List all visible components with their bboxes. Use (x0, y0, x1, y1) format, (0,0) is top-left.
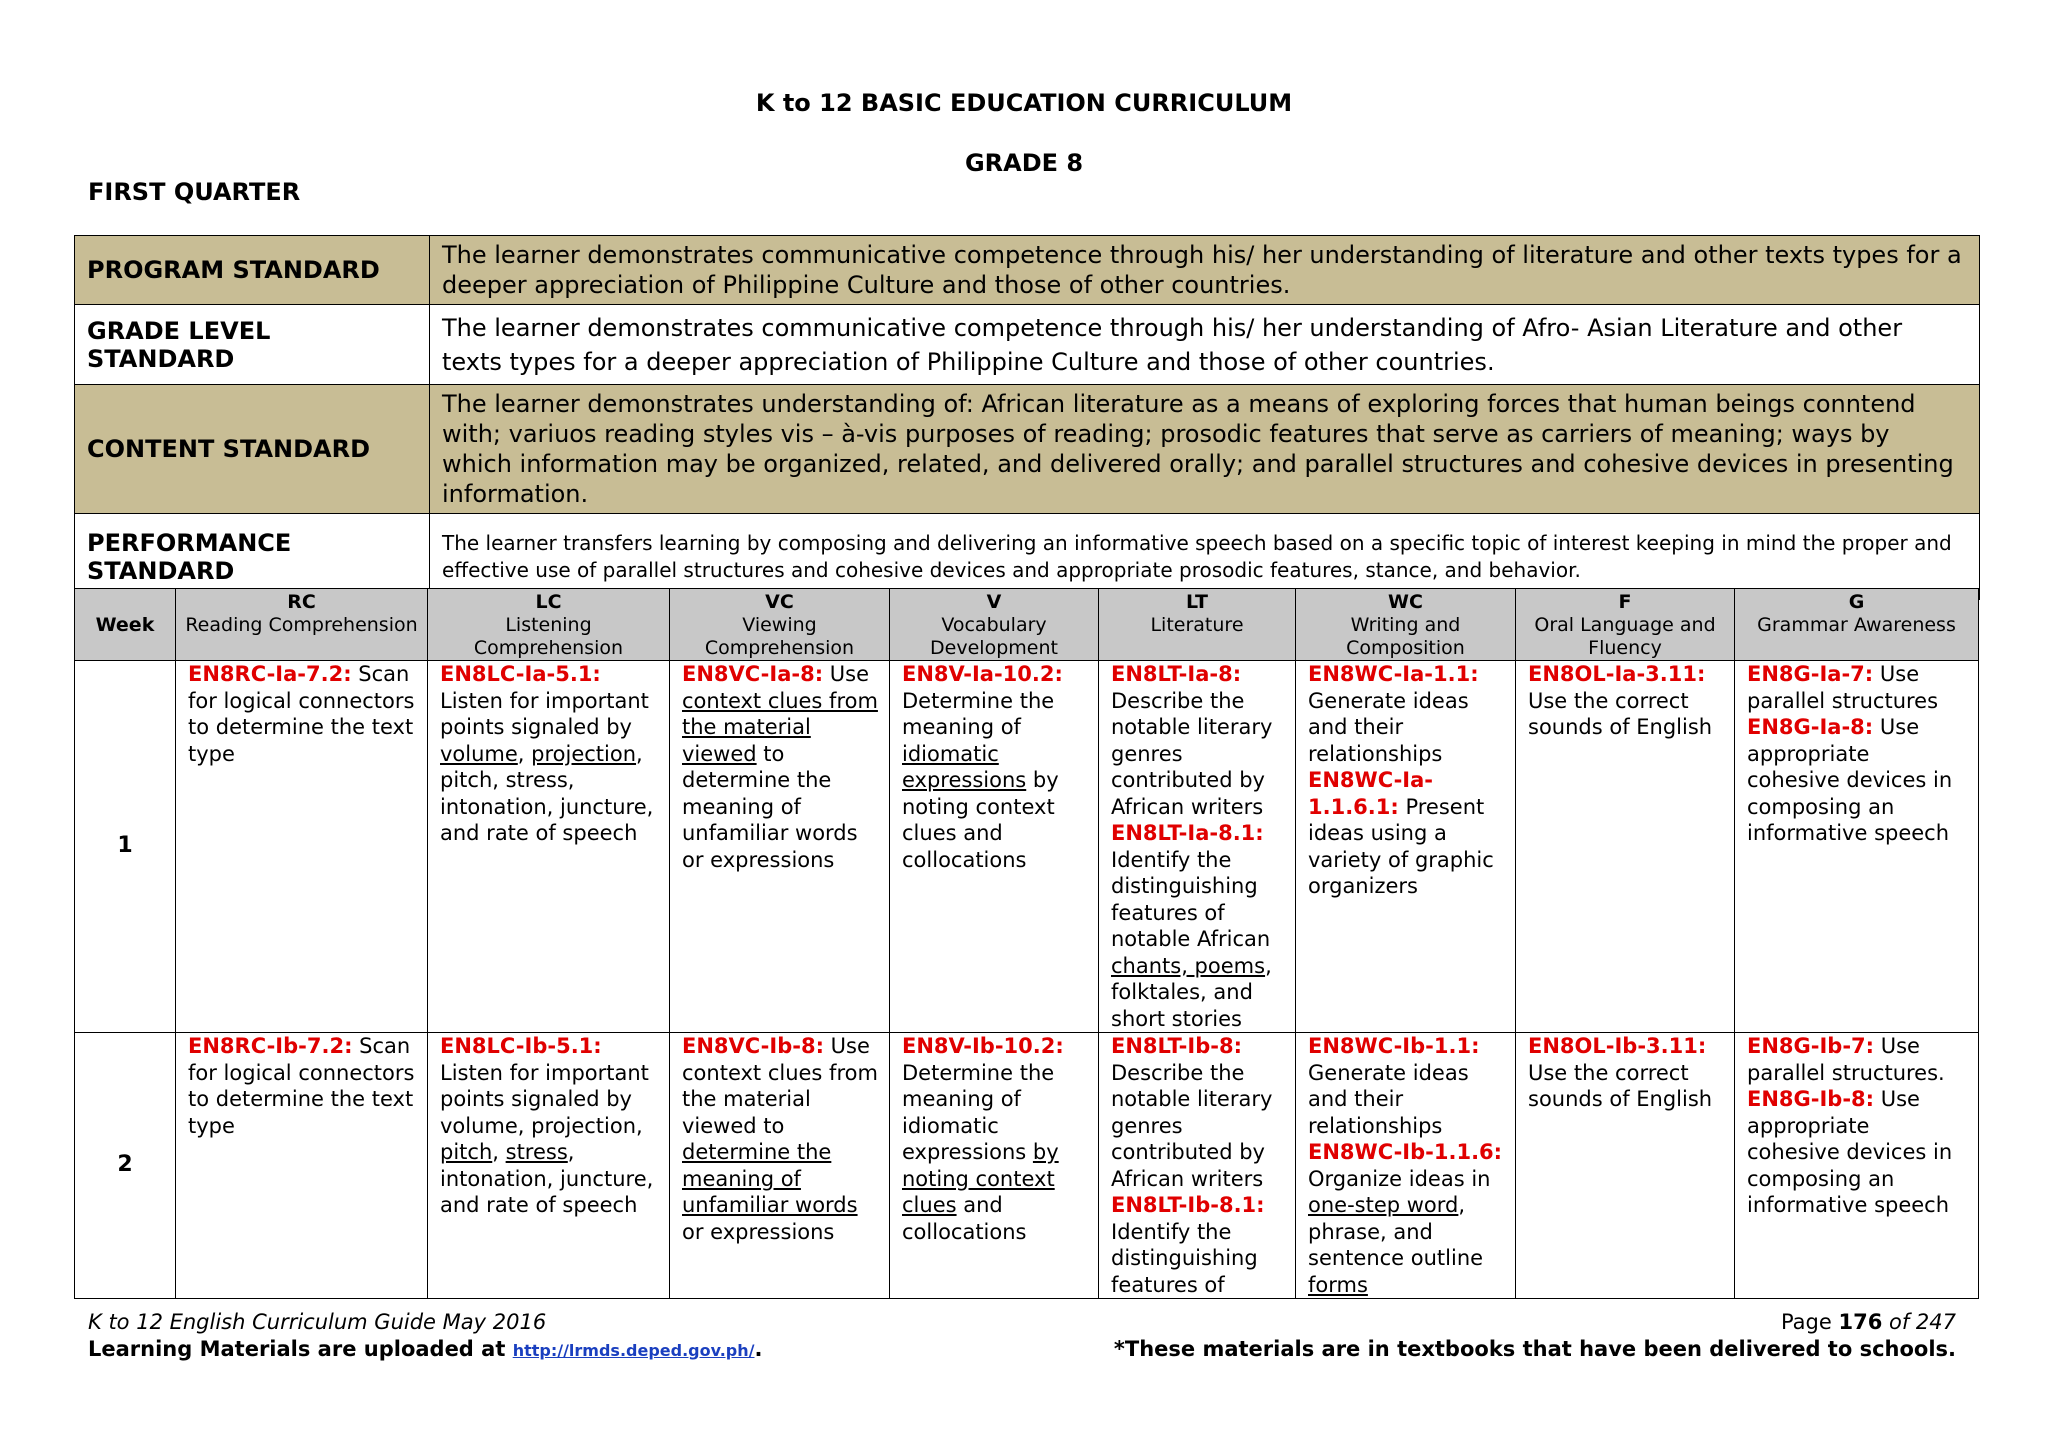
cell-lt (1099, 661, 1296, 1033)
competency-text: Listen for important points signaled by (440, 688, 649, 739)
column-name: Viewing Comprehension (704, 614, 855, 659)
competency-text: , (517, 741, 532, 766)
underlined-term: pitch (440, 1140, 493, 1164)
header-v (890, 589, 1099, 661)
underlined-term: context clues from the material viewed (682, 688, 878, 766)
table-row-week-1 (75, 661, 1979, 1033)
competency-text: Describe the notable literary genres contributed by African writers (1111, 1060, 1273, 1191)
cell-lc (428, 1033, 670, 1299)
column-name: Writing and Composition (1346, 614, 1465, 659)
column-name: Grammar Awareness (1757, 614, 1956, 636)
competency-code: EN8LT-Ib-8.1: (1111, 1193, 1265, 1217)
competency-text: Use appropriate cohesive devices in composing an informative speech (1747, 1087, 1953, 1217)
competency-code: EN8V-Ia-10.2: (902, 662, 1063, 686)
underlined-term: one-step word (1308, 1193, 1459, 1217)
competency-code: EN8OL-Ia-3.11: (1528, 662, 1706, 686)
column-name: Listening Comprehension (473, 614, 624, 659)
header-wc (1296, 589, 1516, 661)
column-code: LT (1186, 591, 1208, 613)
competency-text: Use appropriate cohesive devices in composing an informative speech (1747, 715, 1953, 845)
week-number: 1 (75, 661, 176, 1033)
competency-code: EN8OL-Ib-3.11: (1528, 1034, 1707, 1058)
standard-text: The learner transfers learning by composing and delivering an informative speech based on a specific topic of interest keeping in mind the proper and effective use of parallel structures and cohesive devices and appropriate prosodic features, stance, and behavior. (430, 514, 1980, 600)
cell-vc (670, 1033, 890, 1299)
grade-level-standard-row (75, 305, 1980, 385)
competency-code: EN8WC-Ib-1.1: (1308, 1034, 1480, 1058)
underlined-term: determine the meaning of unfamiliar words (682, 1140, 858, 1217)
competency-text: Use context clues from the material viewed to (682, 1034, 878, 1138)
header-lc (428, 589, 670, 661)
cell-v (890, 1033, 1099, 1299)
lrmds-link[interactable]: http://lrmds.deped.gov.ph/ (512, 1341, 755, 1360)
column-code: WC (1388, 591, 1423, 613)
grade-title: GRADE 8 (964, 149, 1084, 177)
program-standard-row (75, 236, 1980, 305)
underlined-term: forms (1308, 1272, 1368, 1297)
page-total: of 247 (1882, 1310, 1956, 1334)
header-lt (1099, 589, 1296, 661)
cell-rc (176, 1033, 428, 1299)
standard-label: PERFORMANCE STANDARD (75, 514, 430, 600)
competencies-table (74, 588, 1979, 1299)
week-header: Week (75, 589, 176, 661)
competency-text: , intonation, juncture, and rate of speech (440, 1140, 654, 1217)
materials-suffix: . (754, 1337, 763, 1361)
standard-label: GRADE LEVEL STANDARD (75, 305, 430, 385)
cell-g (1735, 1033, 1979, 1299)
competency-text: Generate ideas and their relationships (1308, 1060, 1469, 1138)
competency-text: Organize ideas in (1308, 1166, 1491, 1191)
competency-text: Use parallel structures. (1747, 1034, 1945, 1085)
competency-text: Generate ideas and their relationships (1308, 688, 1469, 766)
header-g (1735, 589, 1979, 661)
competency-code: EN8WC-Ia-1.1: (1308, 662, 1479, 686)
materials-note (88, 1337, 762, 1361)
underlined-term: idiomatic expressions (902, 741, 1027, 792)
column-code: G (1848, 591, 1865, 613)
competency-text: Scan for logical connectors to determine the text type (188, 662, 415, 766)
competency-text: Listen for important points signaled by volume, projection, (440, 1060, 649, 1138)
header-f (1516, 589, 1735, 661)
underlined-term: volume (440, 741, 518, 766)
competency-code: EN8G-Ia-7: (1747, 662, 1874, 686)
competency-code: EN8RC-Ia-7.2: (188, 662, 352, 686)
competency-text: Use (823, 662, 870, 686)
competency-text: , phrase, and sentence outline (1308, 1193, 1484, 1270)
competency-code: EN8LT-Ia-8.1: (1111, 821, 1264, 845)
competency-code: EN8WC-Ia-1.1.6.1: (1308, 768, 1434, 819)
competency-code: EN8G-Ib-7: (1747, 1034, 1875, 1058)
underlined-term: by noting context clues (902, 1140, 1059, 1217)
competency-text: Identify the distinguishing features of (1111, 1219, 1258, 1297)
cell-lc (428, 661, 670, 1033)
underlined-term: stress (505, 1140, 568, 1164)
competency-code: EN8V-Ib-10.2: (902, 1034, 1064, 1058)
week-number: 2 (75, 1033, 176, 1299)
column-name: Oral Language and Fluency (1534, 614, 1716, 659)
competency-text: Use the correct sounds of English (1528, 1060, 1713, 1111)
competency-code: EN8RC-Ib-7.2: (188, 1034, 353, 1058)
table-header-row (75, 589, 1979, 661)
competency-code: EN8G-Ib-8: (1747, 1087, 1875, 1111)
standard-text: The learner demonstrates communicative competence through his/ her understanding of literature and other texts types for a deeper appreciation of Philippine Culture and those of other countries. (430, 236, 1980, 305)
materials-prefix: Learning Materials are uploaded at (88, 1337, 513, 1361)
competency-code: EN8G-Ia-8: (1747, 715, 1874, 739)
standard-label: PROGRAM STANDARD (75, 236, 430, 305)
standards-table (74, 235, 1980, 600)
cell-g (1735, 661, 1979, 1033)
content-standard-row (75, 385, 1980, 514)
competency-text: and collocations (902, 1193, 1027, 1244)
competency-code: EN8VC-Ia-8: (682, 662, 824, 686)
competency-text: , pitch, stress, intonation, juncture, and rate of speech (440, 741, 654, 845)
underlined-term: chants, poems (1111, 953, 1266, 978)
cell-lt (1099, 1033, 1296, 1299)
competency-code: EN8LC-Ia-5.1: (440, 662, 601, 686)
page-current: 176 (1838, 1310, 1883, 1334)
competency-text: Determine the meaning of idiomatic expressions (902, 1060, 1055, 1164)
guide-caption: K to 12 English Curriculum Guide May 2016 (88, 1310, 547, 1334)
header-rc (176, 589, 428, 661)
column-code: V (986, 591, 1002, 613)
cell-rc (176, 661, 428, 1033)
competency-code: EN8LT-Ia-8: (1111, 662, 1242, 686)
competency-code: EN8WC-Ib-1.1.6: (1308, 1140, 1503, 1164)
competency-text: Use the correct sounds of English (1528, 688, 1713, 739)
cell-wc (1296, 1033, 1516, 1299)
competency-text: Identify the distinguishing features of notable African (1111, 847, 1271, 951)
quarter-heading: FIRST QUARTER (88, 178, 301, 206)
competency-text: by noting context clues and collocations (902, 768, 1059, 872)
column-code: F (1618, 591, 1632, 613)
column-code: VC (765, 591, 794, 613)
competency-text: Scan for logical connectors to determine the text type (188, 1034, 415, 1138)
curriculum-title: K to 12 BASIC EDUCATION CURRICULUM (755, 89, 1293, 117)
column-name: Vocabulary Development (930, 614, 1058, 659)
competency-text: Describe the notable literary genres contributed by African writers (1111, 688, 1273, 819)
performance-standard-row (75, 514, 1980, 600)
competency-text: to determine the meaning of unfamiliar words or expressions (682, 741, 858, 872)
competency-code: EN8LC-Ib-5.1: (440, 1034, 602, 1058)
column-name: Reading Comprehension (185, 614, 418, 636)
underlined-term: projection (531, 741, 637, 766)
column-code: RC (287, 591, 316, 613)
competency-text: Present ideas using a variety of graphic organizers (1308, 794, 1494, 898)
standard-text: The learner demonstrates understanding of: African literature as a means of exploring forces that human beings conntend with; variuos reading styles vis – à-vis purposes of reading; prosodic features that serve as carriers of meaning; ways by which information may be organized, related, and delivered orally; and parallel structures and cohesive devices in presenting information. (430, 385, 1980, 514)
textbook-note: *These materials are in textbooks that have been delivered to schools. (1113, 1337, 1956, 1361)
page-number (1781, 1310, 1956, 1334)
column-code: LC (535, 591, 562, 613)
competency-text: Use parallel structures (1747, 662, 1939, 713)
competency-text: Determine the meaning of (902, 688, 1055, 739)
competency-code: EN8LT-Ib-8: (1111, 1034, 1242, 1058)
standard-text: The learner demonstrates communicative competence through his/ her understanding of Afro- Asian Literature and other texts types for a deeper appreciation of Philippine Culture and those of other countries. (430, 305, 1980, 385)
cell-f (1516, 1033, 1735, 1299)
competency-text: or expressions (682, 1219, 835, 1244)
competency-text: , (492, 1140, 506, 1164)
cell-vc (670, 661, 890, 1033)
column-name: Literature (1150, 614, 1244, 636)
cell-v (890, 661, 1099, 1033)
standard-label: CONTENT STANDARD (75, 385, 430, 514)
cell-wc (1296, 661, 1516, 1033)
page-word: Page (1780, 1310, 1839, 1334)
competency-text: , folktales, and short stories (1111, 953, 1272, 1031)
header-vc (670, 589, 890, 661)
table-row-week-2 (75, 1033, 1979, 1299)
cell-f (1516, 661, 1735, 1033)
competency-code: EN8VC-Ib-8: (682, 1034, 824, 1058)
